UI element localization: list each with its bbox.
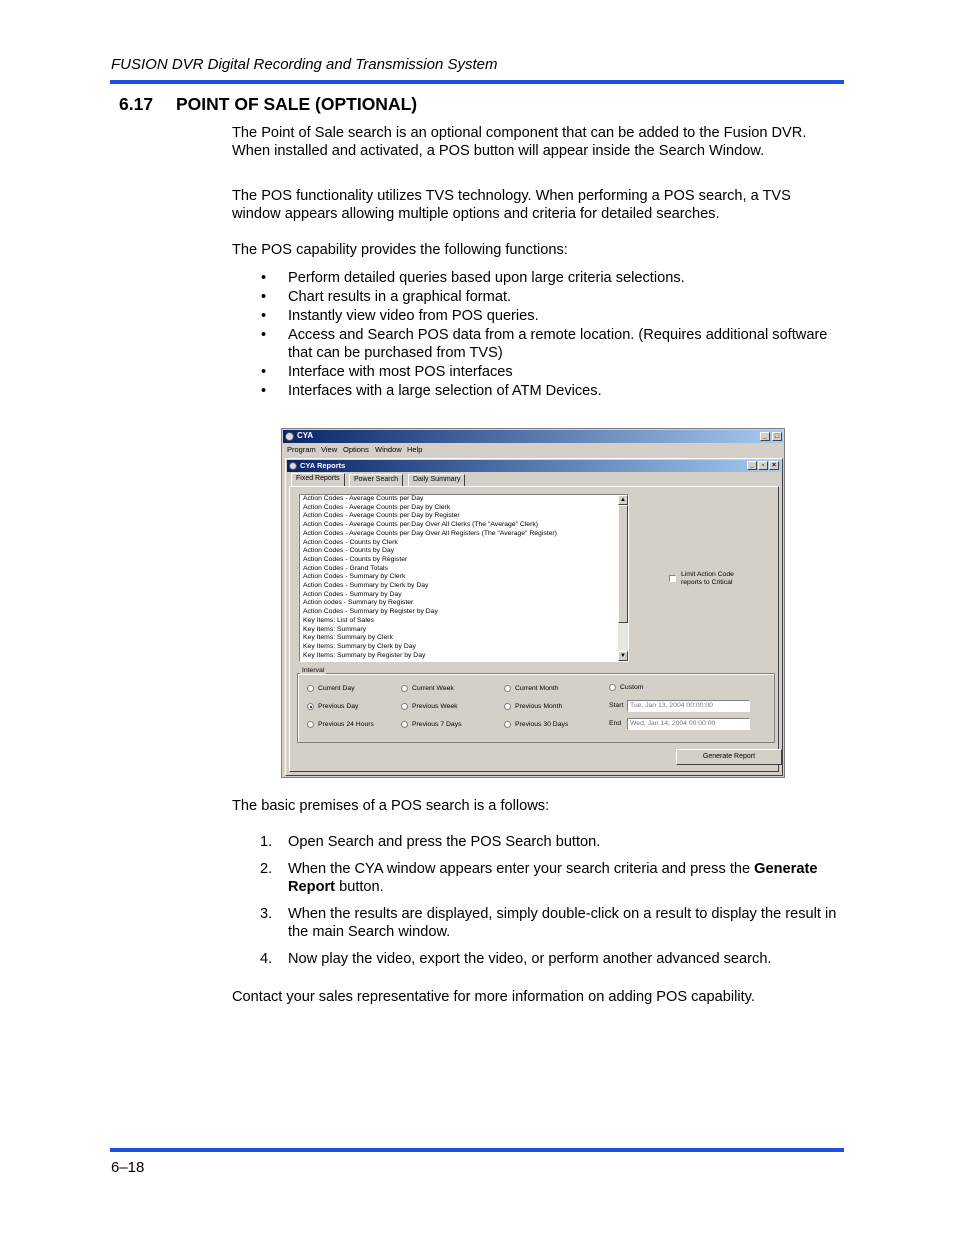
radio-previous-week[interactable]: [401, 703, 408, 710]
list-item[interactable]: Action Codes - Average Counts per Day by Register: [303, 512, 460, 520]
list-item[interactable]: Action Codes - Summary by Clerk: [303, 573, 406, 581]
radio-previous-24-hours[interactable]: [307, 721, 314, 728]
list-item[interactable]: Action Codes - Counts by Register: [303, 555, 408, 563]
list-item: [232, 307, 837, 325]
app-title: CYA: [297, 431, 314, 440]
list-item: [232, 288, 837, 306]
bullet-text: Chart results in a graphical format.: [288, 289, 512, 305]
scroll-thumb[interactable]: [618, 505, 628, 623]
list-item: [232, 905, 837, 941]
scroll-up-icon[interactable]: ▲: [618, 495, 628, 505]
scroll-down-icon[interactable]: ▼: [618, 651, 628, 661]
bullet-text: Interfaces with a large selection of ATM Devices.: [288, 383, 602, 399]
radio-label: Previous 24 Hours: [318, 721, 374, 728]
functions-list: [232, 269, 837, 401]
list-item[interactable]: Key Items: Summary: [303, 625, 367, 633]
radio-previous-day[interactable]: [307, 703, 314, 710]
radio-current-day[interactable]: [307, 685, 314, 692]
restore-icon[interactable]: ▫: [758, 461, 768, 470]
step-number: 1.: [260, 834, 273, 850]
bullet-text: Instantly view video from POS queries.: [288, 308, 539, 324]
interval-label: Interval: [302, 667, 325, 674]
limit-critical-label: Limit Action Code reports to Critical: [681, 571, 734, 586]
radio-previous-month[interactable]: [504, 703, 511, 710]
list-item: [232, 363, 837, 381]
report-list[interactable]: [299, 494, 629, 662]
menu-bar: [283, 444, 783, 455]
list-item[interactable]: Action Codes - Average Counts per Day by Clerk: [303, 503, 451, 511]
step-number: 3.: [260, 906, 273, 922]
fixed-reports-pane: [289, 486, 779, 772]
tvs-paragraph: The POS functionality utilizes TVS technology. When performing a POS search, a TVS window appears allowing multiple options and criteria for detailed searches.: [232, 188, 791, 222]
step-bold-text: Generate Report: [288, 861, 818, 895]
section-heading: [119, 94, 417, 115]
reports-title: CYA Reports: [300, 461, 346, 470]
section-number: 6.17: [119, 94, 154, 114]
step-text: button.: [335, 879, 384, 895]
radio-label: Current Month: [515, 685, 559, 692]
radio-label: Current Week: [412, 685, 454, 692]
header-rule: [110, 80, 844, 84]
step-text: When the results are displayed, simply double-click on a result to display the result in the main Search window.: [288, 906, 837, 940]
functions-intro: The POS capability provides the following functions:: [232, 242, 568, 258]
list-item[interactable]: Key Items: Summary by Clerk: [303, 634, 393, 642]
bullet-glyph: •: [261, 364, 267, 380]
premises-intro: The basic premises of a POS search is a follows:: [232, 798, 550, 814]
list-item[interactable]: Action Codes - Average Counts per Day: [303, 495, 424, 502]
list-item[interactable]: Action Codes - Counts by Clerk: [303, 538, 398, 546]
tab-power-search[interactable]: Power Search: [349, 474, 403, 486]
cya-reports-window: [285, 458, 783, 776]
list-item[interactable]: Action Codes - Summary by Day: [303, 590, 402, 598]
radio-label: Previous 7 Days: [412, 721, 462, 728]
radio-current-month[interactable]: [504, 685, 511, 692]
section-title: POINT OF SALE (OPTIONAL): [176, 94, 418, 114]
list-item[interactable]: Key Items: Summary by Clerk by Day: [303, 642, 416, 650]
app-titlebar: [283, 430, 783, 443]
radio-label: Previous 30 Days: [515, 721, 569, 728]
reports-titlebar: [287, 460, 781, 472]
steps-list: [232, 833, 837, 977]
list-item[interactable]: Action Codes - Average Counts per Day Over All Registers (The "Average" Register): [303, 529, 557, 537]
radio-label: Previous Week: [412, 703, 458, 710]
bullet-glyph: •: [261, 308, 267, 324]
menu-help[interactable]: Help: [407, 445, 423, 454]
start-label: Start: [609, 702, 624, 709]
bullet-glyph: •: [261, 327, 267, 343]
running-header: FUSION DVR Digital Recording and Transmission System: [111, 56, 498, 73]
step-text: When the CYA window appears enter your search criteria and press the: [288, 861, 755, 877]
radio-label: Previous Month: [515, 703, 563, 710]
list-item: [232, 382, 837, 400]
list-item: [232, 269, 837, 287]
cya-screenshot: [281, 428, 785, 778]
radio-label: Custom: [620, 684, 644, 691]
footer-rule: [110, 1148, 844, 1152]
list-item[interactable]: Action Codes - Average Counts per Day Over All Clerks (The "Average" Clerk): [303, 521, 539, 529]
maximize-icon[interactable]: □: [772, 432, 782, 441]
end-date-field[interactable]: Wed, Jan 14, 2004 00:00:00: [627, 718, 750, 730]
list-item: [232, 833, 837, 851]
bullet-text: Perform detailed queries based upon large criteria selections.: [288, 270, 685, 286]
limit-critical-checkbox[interactable]: [669, 575, 676, 582]
tab-fixed-reports[interactable]: Fixed Reports: [291, 473, 345, 487]
radio-current-week[interactable]: [401, 685, 408, 692]
reports-icon: [289, 462, 297, 470]
radio-previous-30-days[interactable]: [504, 721, 511, 728]
list-item[interactable]: Action Codes - Summary by Register by Day: [303, 608, 438, 616]
minimize-icon[interactable]: _: [760, 432, 770, 441]
bullet-glyph: •: [261, 383, 267, 399]
list-item: [232, 326, 837, 362]
list-item[interactable]: Key Items: Summary by Register by Day: [303, 651, 426, 659]
step-number: 2.: [260, 861, 273, 877]
contact-paragraph: Contact your sales representative for more information on adding POS capability.: [232, 989, 755, 1005]
tab-daily-summary[interactable]: Daily Summary: [408, 474, 465, 486]
menu-view[interactable]: View: [321, 445, 338, 454]
list-item[interactable]: Action Codes - Summary by Clerk by Day: [303, 582, 429, 589]
start-date-field[interactable]: Tue, Jan 13, 2004 00:00:00: [627, 700, 750, 712]
list-item[interactable]: Action Codes - Counts by Day: [303, 547, 395, 555]
step-text: Open Search and press the POS Search button.: [288, 834, 601, 850]
menu-options[interactable]: Options: [343, 445, 369, 454]
list-item[interactable]: Action Codes - Grand Totals: [303, 564, 388, 572]
radio-previous-7-days[interactable]: [401, 721, 408, 728]
radio-label: Previous Day: [318, 703, 359, 710]
radio-custom[interactable]: [609, 684, 616, 691]
generate-report-button[interactable]: Generate Report: [676, 749, 782, 765]
step-text: Now play the video, export the video, or perform another advanced search.: [288, 951, 772, 967]
app-icon: [285, 432, 294, 441]
end-label: End: [609, 720, 622, 727]
minimize-icon[interactable]: _: [747, 461, 757, 470]
bullet-glyph: •: [261, 270, 267, 286]
intro-paragraph: The Point of Sale search is an optional component that can be added to the Fusion DVR. When installed and activated, a POS button will appear inside the Search Window.: [232, 125, 807, 159]
close-icon[interactable]: ×: [769, 461, 779, 470]
list-item[interactable]: Action codes - Summary by Register: [303, 599, 414, 607]
list-item: [232, 860, 837, 896]
menu-program[interactable]: Program: [287, 445, 316, 454]
page-number: 6–18: [111, 1159, 145, 1176]
bullet-glyph: •: [261, 289, 267, 305]
radio-label: Current Day: [318, 685, 355, 692]
bullet-text: Interface with most POS interfaces: [288, 364, 513, 380]
bullet-text: Access and Search POS data from a remote location. (Requires additional software that can be purchased from TVS): [288, 327, 828, 361]
list-scrollbar[interactable]: [618, 495, 628, 661]
menu-window[interactable]: Window: [375, 445, 402, 454]
list-item[interactable]: Key Items: List of Sales: [303, 616, 375, 624]
list-item: [232, 950, 837, 968]
step-number: 4.: [260, 951, 273, 967]
